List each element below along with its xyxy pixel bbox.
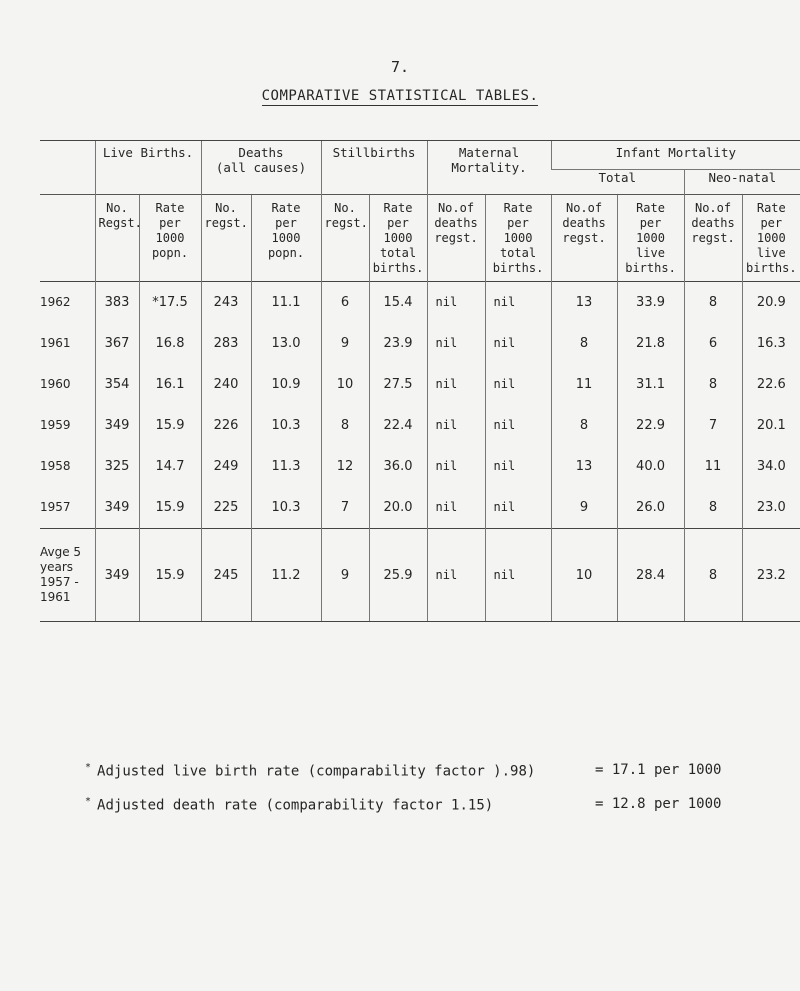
infant-neonatal-header: Neo-natal bbox=[684, 170, 800, 195]
year-cell: 1959 bbox=[40, 418, 71, 432]
footnote-value: = 12.8 per 1000 bbox=[595, 796, 722, 812]
table-cell: 22.4 bbox=[369, 405, 427, 446]
table-cell: 11.1 bbox=[251, 282, 321, 324]
table-cell: 10.3 bbox=[251, 487, 321, 529]
table-row bbox=[40, 487, 800, 529]
table-cell: nil bbox=[485, 405, 551, 446]
table-cell: 12 bbox=[321, 446, 369, 487]
table-cell: 22.9 bbox=[617, 405, 684, 446]
table-cell: 249 bbox=[201, 446, 251, 487]
table-cell: 20.0 bbox=[369, 487, 427, 529]
page-title bbox=[0, 88, 800, 104]
table-row bbox=[40, 405, 800, 446]
table-cell: 6 bbox=[684, 323, 742, 364]
page-number: 7. bbox=[390, 58, 410, 76]
year-cell: 1957 bbox=[40, 500, 71, 514]
table-cell: 40.0 bbox=[617, 446, 684, 487]
table-cell: 367 bbox=[95, 323, 139, 364]
table-cell: 28.4 bbox=[617, 529, 684, 622]
table-cell: 21.8 bbox=[617, 323, 684, 364]
table-cell: 8 bbox=[551, 405, 617, 446]
table-cell: 10.3 bbox=[251, 405, 321, 446]
table-cell: 23.0 bbox=[742, 487, 800, 529]
table-cell: 15.9 bbox=[139, 405, 201, 446]
table-cell: 13 bbox=[551, 446, 617, 487]
table-cell: nil bbox=[485, 529, 551, 622]
table-cell: 15.9 bbox=[139, 529, 201, 622]
table-cell: 20.1 bbox=[742, 405, 800, 446]
table-cell: 349 bbox=[95, 529, 139, 622]
table-cell: 27.5 bbox=[369, 364, 427, 405]
year-cell: 1960 bbox=[40, 377, 71, 391]
table-cell: 34.0 bbox=[742, 446, 800, 487]
infant-mortality-group-header: Infant Mortality bbox=[551, 141, 800, 170]
table-cell: 11 bbox=[551, 364, 617, 405]
table-cell: 10.9 bbox=[251, 364, 321, 405]
footnote-death-rate bbox=[85, 796, 722, 814]
table-cell: 7 bbox=[684, 405, 742, 446]
table-cell: 11 bbox=[684, 446, 742, 487]
table-cell: nil bbox=[485, 282, 551, 324]
footnote-value: = 17.1 per 1000 bbox=[595, 762, 722, 778]
table-cell: nil bbox=[485, 364, 551, 405]
table-cell: 225 bbox=[201, 487, 251, 529]
table-cell: 22.6 bbox=[742, 364, 800, 405]
year-cell: 1961 bbox=[40, 336, 71, 350]
column-header: Rate per 1000 live births. bbox=[617, 195, 684, 282]
table-cell: 8 bbox=[551, 323, 617, 364]
table-cell: nil bbox=[485, 323, 551, 364]
table-cell: 16.8 bbox=[139, 323, 201, 364]
year-cell: 1962 bbox=[40, 282, 95, 324]
table-cell: nil bbox=[485, 446, 551, 487]
table-cell: 8 bbox=[684, 487, 742, 529]
table-cell: nil bbox=[427, 405, 485, 446]
table-cell: 16.1 bbox=[139, 364, 201, 405]
table-row bbox=[40, 323, 800, 364]
infant-total-header: Total bbox=[551, 170, 684, 195]
table-cell: 11.2 bbox=[251, 529, 321, 622]
footnote-text: Adjusted live birth rate (comparability factor ).98) bbox=[97, 763, 536, 780]
column-header: No.of deaths regst. bbox=[551, 195, 617, 282]
average-row bbox=[40, 529, 800, 622]
table-cell: 349 bbox=[95, 405, 139, 446]
table-cell: 226 bbox=[201, 405, 251, 446]
footnote-star: * bbox=[85, 796, 92, 807]
table-cell: 383 bbox=[95, 282, 139, 324]
table-cell: 243 bbox=[201, 282, 251, 324]
year-cell: 1958 bbox=[40, 459, 71, 473]
table-cell: 23.9 bbox=[369, 323, 427, 364]
table-cell: 23.2 bbox=[742, 529, 800, 622]
table-cell: 15.9 bbox=[139, 487, 201, 529]
table-cell: 7 bbox=[321, 487, 369, 529]
table-cell: 15.4 bbox=[369, 282, 427, 324]
table-cell: *17.5 bbox=[139, 282, 201, 324]
table-cell: 8 bbox=[684, 364, 742, 405]
table-cell: 10 bbox=[321, 364, 369, 405]
table-cell: 354 bbox=[95, 364, 139, 405]
table-cell: nil bbox=[427, 529, 485, 622]
table-cell: 20.9 bbox=[742, 282, 800, 324]
table-cell: 325 bbox=[95, 446, 139, 487]
year-header-blank bbox=[40, 141, 95, 195]
table-cell: 13.0 bbox=[251, 323, 321, 364]
table-cell: 25.9 bbox=[369, 529, 427, 622]
table-cell: 8 bbox=[321, 405, 369, 446]
column-header: Rate per 1000 total births. bbox=[485, 195, 551, 282]
footnote-star: * bbox=[85, 762, 92, 773]
table-cell: 36.0 bbox=[369, 446, 427, 487]
table-cell: 26.0 bbox=[617, 487, 684, 529]
table-cell: 13 bbox=[551, 282, 617, 324]
column-header: No.of deaths regst. bbox=[684, 195, 742, 282]
comparative-statistics-table bbox=[40, 140, 800, 622]
table-cell: 283 bbox=[201, 323, 251, 364]
year-column-header bbox=[40, 195, 95, 282]
table-cell: 240 bbox=[201, 364, 251, 405]
table-cell: 16.3 bbox=[742, 323, 800, 364]
table-cell: 14.7 bbox=[139, 446, 201, 487]
table-cell: nil bbox=[427, 282, 485, 324]
column-header: Rate per 1000 popn. bbox=[139, 195, 201, 282]
maternal-mortality-group-header: Maternal Mortality. bbox=[427, 141, 551, 195]
table-cell: nil bbox=[427, 323, 485, 364]
column-header: No. Regst. bbox=[95, 195, 139, 282]
table-cell: nil bbox=[427, 364, 485, 405]
table-cell: nil bbox=[485, 487, 551, 529]
stillbirths-group-header: Stillbirths bbox=[321, 141, 427, 195]
footnote-live-birth-rate bbox=[85, 762, 722, 780]
column-header: Rate per 1000 total births. bbox=[369, 195, 427, 282]
footnote-text: Adjusted death rate (comparability factor 1.15) bbox=[97, 797, 494, 814]
table-cell: 9 bbox=[321, 529, 369, 622]
table-cell: 6 bbox=[321, 282, 369, 324]
table-cell: 245 bbox=[201, 529, 251, 622]
table-row bbox=[40, 282, 800, 324]
table-cell: nil bbox=[427, 487, 485, 529]
table-cell: 8 bbox=[684, 282, 742, 324]
column-header: Rate per 1000 popn. bbox=[251, 195, 321, 282]
column-header: No. regst. bbox=[321, 195, 369, 282]
table-cell: 11.3 bbox=[251, 446, 321, 487]
table-row bbox=[40, 364, 800, 405]
table-cell: 10 bbox=[551, 529, 617, 622]
live-births-group-header: Live Births. bbox=[95, 141, 201, 195]
table-body bbox=[40, 282, 800, 622]
group-header-row bbox=[40, 141, 800, 170]
column-header: No.of deaths regst. bbox=[427, 195, 485, 282]
table-cell: 33.9 bbox=[617, 282, 684, 324]
table-cell: nil bbox=[427, 446, 485, 487]
table-cell: 9 bbox=[551, 487, 617, 529]
column-header: No. regst. bbox=[201, 195, 251, 282]
table-cell: 8 bbox=[684, 529, 742, 622]
column-header: Rate per 1000 live births. bbox=[742, 195, 800, 282]
table-cell: 349 bbox=[95, 487, 139, 529]
column-header-row bbox=[40, 195, 800, 282]
table-cell: 31.1 bbox=[617, 364, 684, 405]
page-title-text: COMPARATIVE STATISTICAL TABLES. bbox=[261, 88, 539, 104]
table-row bbox=[40, 446, 800, 487]
year-cell: Avge 5 years 1957 - 1961 bbox=[40, 529, 95, 622]
table-cell: 9 bbox=[321, 323, 369, 364]
deaths-group-header: Deaths (all causes) bbox=[201, 141, 321, 195]
